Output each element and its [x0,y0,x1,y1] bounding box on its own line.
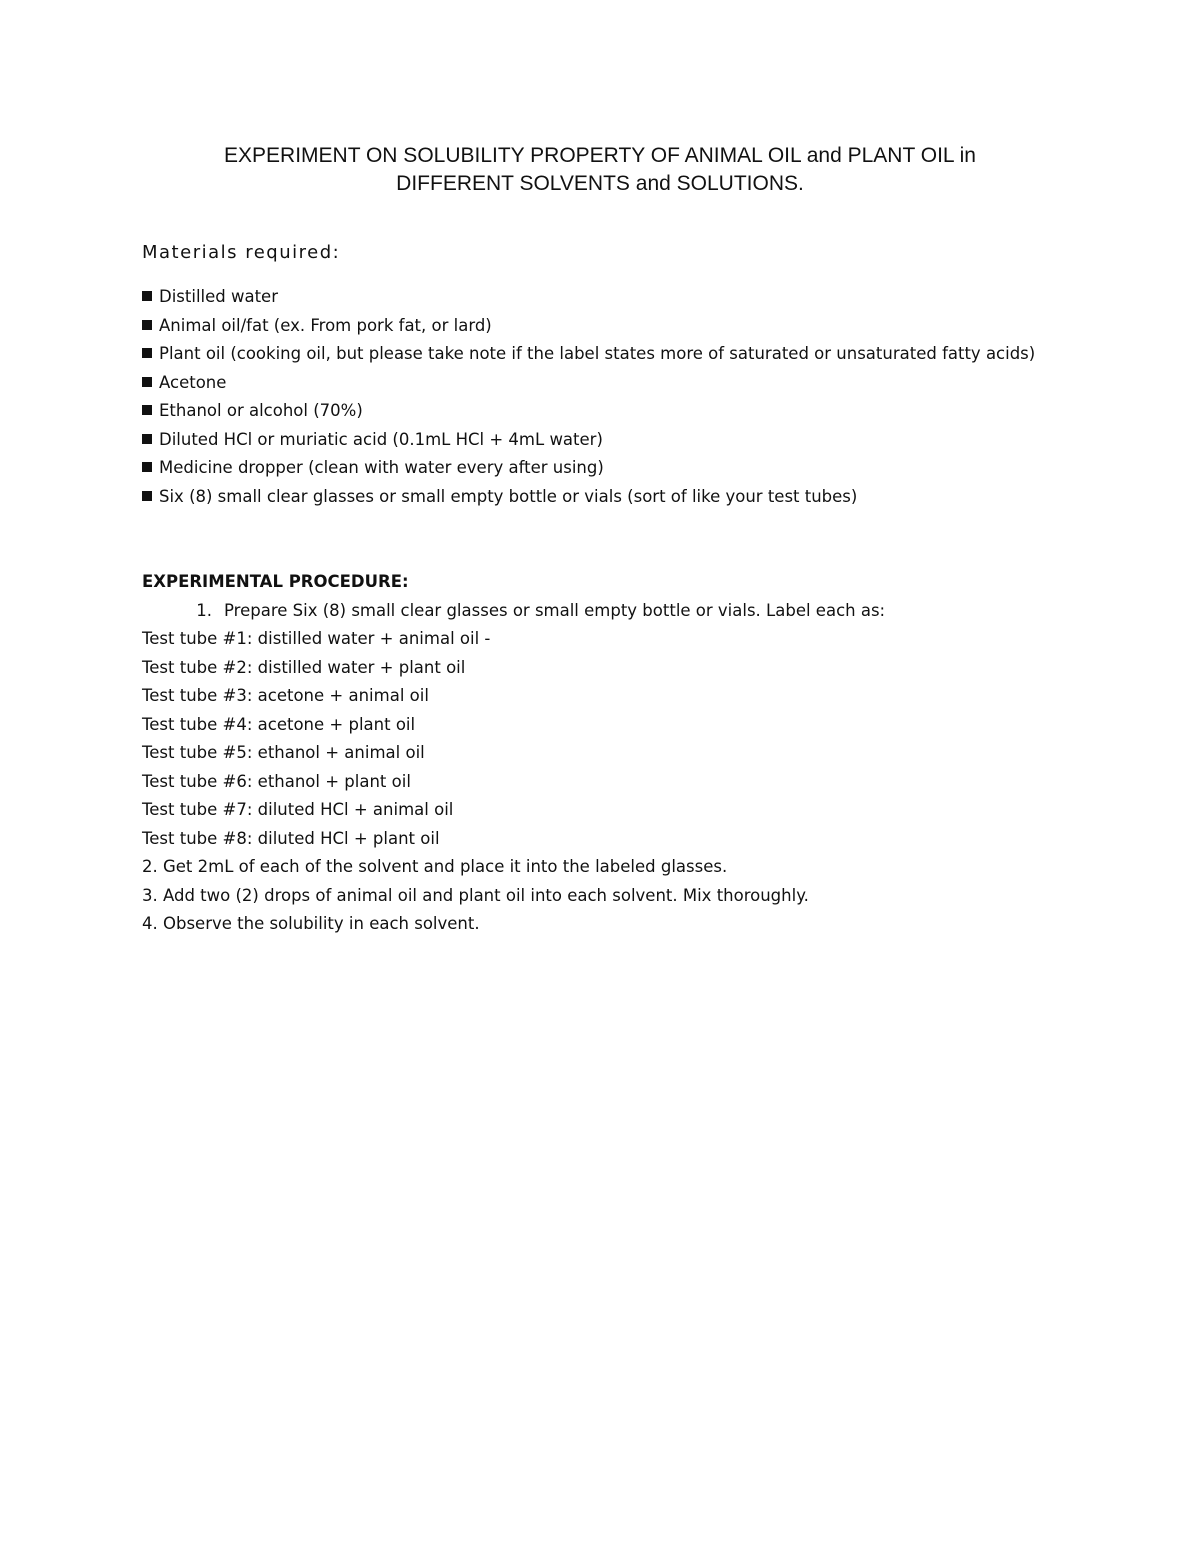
test-tube-line: Test tube #2: distilled water + plant oil [142,657,466,677]
list-item [142,340,1042,369]
bullet-icon [142,291,152,301]
document-title [100,142,1100,198]
test-tube-line: Test tube #1: distilled water + animal oil - [142,629,491,648]
material-text: Distilled water [159,287,278,306]
list-item [142,312,1042,341]
step-number: 1. [196,600,212,620]
list-item [142,369,1042,398]
material-text: Medicine dropper (clean with water every after using) [159,458,604,477]
list-item [142,483,1042,512]
material-text: Animal oil/fat (ex. From pork fat, or lard) [159,315,492,335]
list-item [142,397,1042,426]
material-text: Ethanol or alcohol (70%) [159,401,363,420]
material-text: Plant oil (cooking oil, but please take note if the label states more of saturated or unsaturated fatty acids) [159,344,1036,363]
bullet-icon [142,462,152,472]
test-tube-line: Test tube #4: acetone + plant oil [142,714,416,734]
bullet-icon [142,434,152,444]
test-tube-line: Test tube #3: acetone + animal oil [142,686,429,705]
bullet-icon [142,320,152,330]
title-line-2: DIFFERENT SOLVENTS and SOLUTIONS. [396,172,804,195]
bullet-icon [142,377,152,387]
step-text: Prepare Six (8) small clear glasses or small empty bottle or vials. Label each as: [224,600,886,620]
bullet-icon [142,348,152,358]
procedure-step-2: 2. Get 2mL of each of the solvent and place it into the labeled glasses. [142,857,728,876]
list-item [142,454,1042,483]
test-tube-line: Test tube #7: diluted HCl + animal oil [142,800,454,819]
test-tube-line: Test tube #8: diluted HCl + plant oil [142,828,440,848]
material-text: Six (8) small clear glasses or small empty bottle or vials (sort of like your test tubes) [159,486,858,506]
procedure-step-4: 4. Observe the solubility in each solvent. [142,914,480,933]
list-item [142,283,1042,312]
bullet-icon [142,405,152,415]
material-text: Diluted HCl or muriatic acid (0.1mL HCl + 4mL water) [159,429,603,449]
procedure-section [142,568,1042,939]
procedure-step-1 [142,597,1042,626]
materials-heading: Materials required: [142,242,341,263]
material-text: Acetone [159,372,227,392]
procedure-step-3: 3. Add two (2) drops of animal oil and plant oil into each solvent. Mix thoroughly. [142,885,809,905]
bullet-icon [142,491,152,501]
title-line-1: EXPERIMENT ON SOLUBILITY PROPERTY OF ANIMAL OIL and PLANT OIL in [224,144,976,167]
test-tube-line: Test tube #5: ethanol + animal oil [142,743,425,762]
materials-list [142,283,1042,511]
procedure-heading: EXPERIMENTAL PROCEDURE: [142,572,409,591]
list-item [142,426,1042,455]
test-tube-line: Test tube #6: ethanol + plant oil [142,771,411,791]
